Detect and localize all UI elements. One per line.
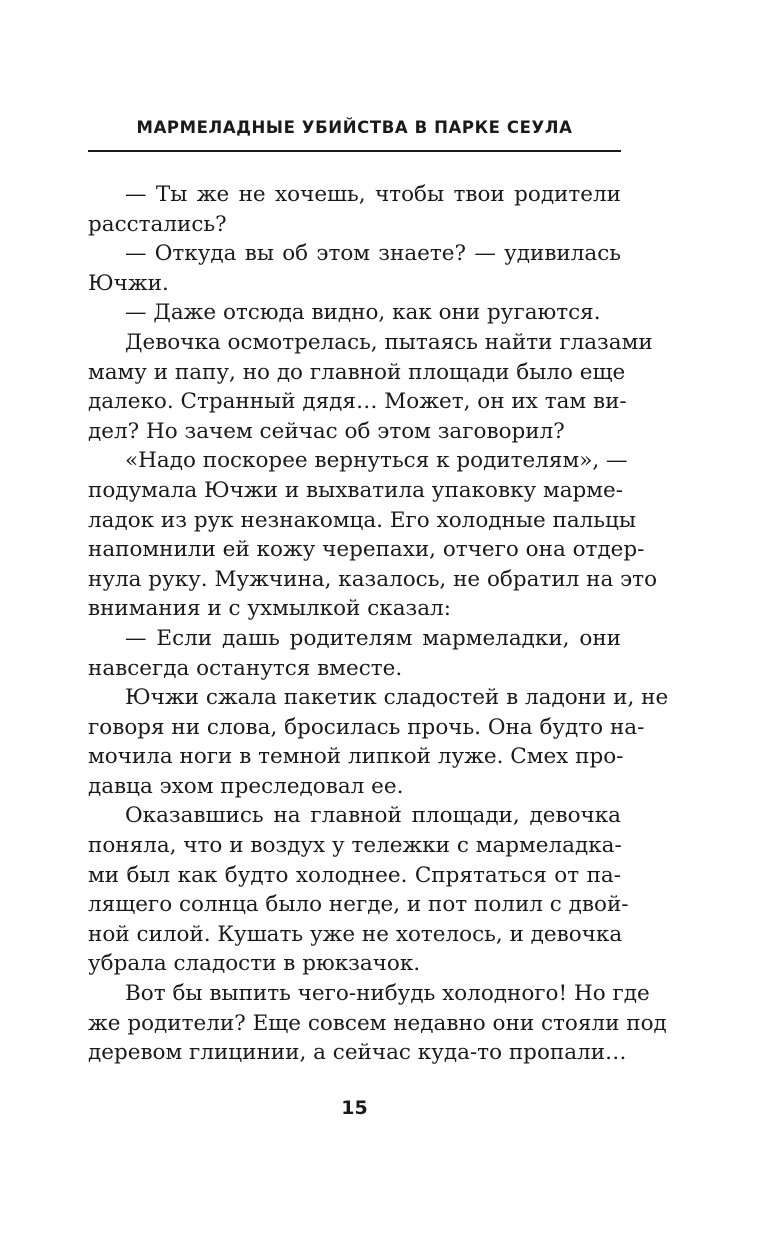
text-line: же родители? Еще совсем недавно они стояли под <box>88 1010 667 1036</box>
text-line: Ючжи сжала пакетик сладостей в ладони и, не <box>125 685 669 711</box>
text-line: ладок из рук незнакомца. Его холодные пальцы <box>88 507 636 533</box>
text-line: далеко. Странный дядя… Может, он их там ви- <box>88 389 627 415</box>
body-text <box>88 180 669 1068</box>
text-line: расстались? <box>88 211 227 237</box>
text-line: дел? Но зачем сейчас об этом заговорил? <box>88 418 565 444</box>
header-rule <box>88 150 621 152</box>
text-line: Ючжи. <box>88 270 169 296</box>
text-line: Девочка осмотрелась, пытаясь найти глазами <box>125 329 653 355</box>
text-line: «Надо поскорее вернуться к родителям», — <box>125 448 628 474</box>
text-line: внимания и с ухмылкой сказал: <box>88 596 451 622</box>
text-line: — Ты же не хочешь, чтобы твои родители <box>125 182 621 207</box>
text-line: Оказавшись на главной площади, девочка <box>125 803 621 829</box>
text-line: — Если дашь родителям мармеладки, они <box>125 625 621 651</box>
text-line: деревом глицинии, а сейчас куда-то пропали… <box>88 1040 627 1066</box>
text-line: — Откуда вы об этом знаете? — удивилась <box>125 241 621 267</box>
text-line: напомнили ей кожу черепахи, отчего она отдер- <box>88 537 645 563</box>
text-line: поняла, что и воздух у тележки с мармеладка- <box>88 833 622 859</box>
text-line: подумала Ючжи и выхватила упаковку марме- <box>88 477 624 503</box>
text-line: давца эхом преследовал ее. <box>88 773 404 799</box>
text-line: навсегда останутся вместе. <box>88 655 403 681</box>
text-line: маму и папу, но до главной площади было еще <box>88 359 626 385</box>
page-number: 15 <box>341 1097 368 1119</box>
text-line: нула руку. Мужчина, казалось, не обратил на это <box>88 566 658 592</box>
text-line: Вот бы выпить чего-нибудь холодного! Но где <box>125 981 650 1007</box>
text-line: ной силой. Кушать уже не хотелось, и девочка <box>88 921 623 947</box>
running-head: МАРМЕЛАДНЫЕ УБИЙСТВА В ПАРКЕ СЕУЛА <box>136 118 573 137</box>
text-line: убрала сладости в рюкзачок. <box>88 951 421 977</box>
text-line: ми был как будто холоднее. Спрятаться от па- <box>88 862 621 888</box>
text-line: говоря ни слова, бросилась прочь. Она будто на- <box>88 714 645 740</box>
text-line: лящего солнца было негде, и пот полил с двой- <box>88 892 629 918</box>
text-line: — Даже отсюда видно, как они ругаются. <box>125 300 601 326</box>
text-line: мочила ноги в темной липкой луже. Смех про- <box>88 744 624 770</box>
